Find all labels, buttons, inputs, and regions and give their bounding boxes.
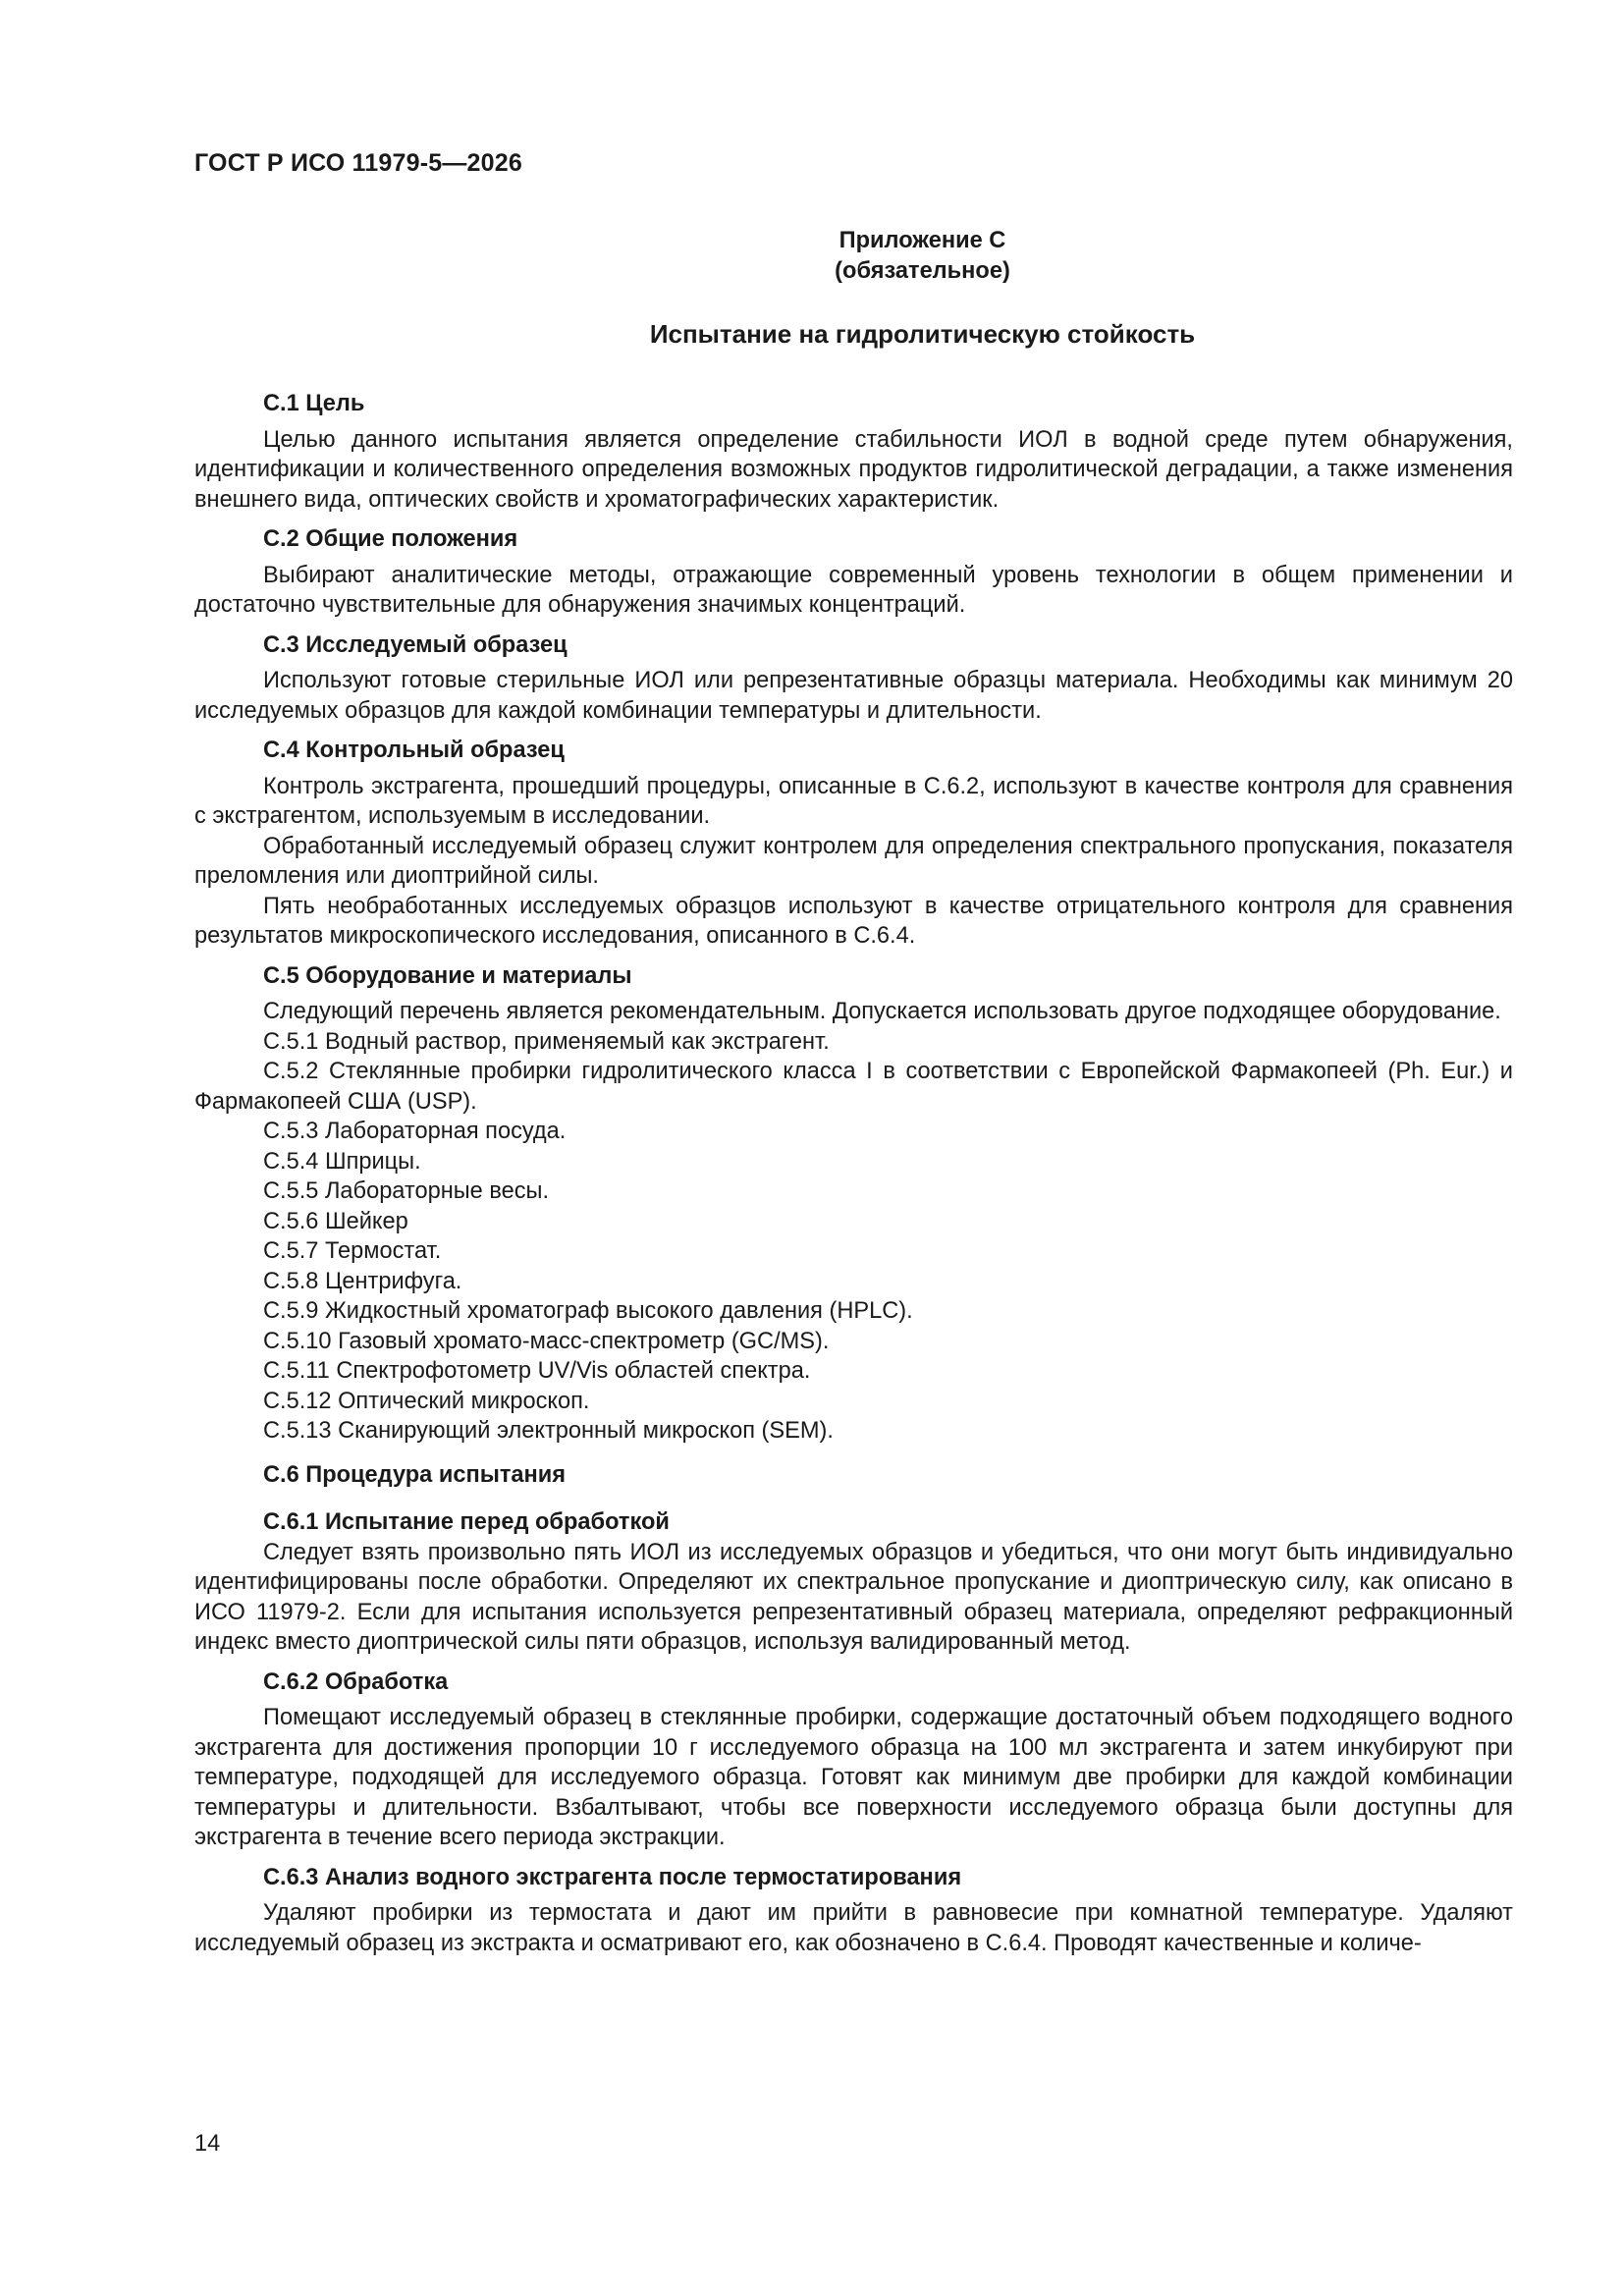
equipment-item: С.5.6 Шейкер: [263, 1208, 408, 1234]
heading-c6-1: С.6.1 Испытание перед обработкой: [263, 1509, 670, 1535]
appendix-header: [332, 226, 1513, 287]
heading-c5: С.5 Оборудование и материалы: [263, 962, 632, 989]
heading-c4: С.4 Контрольный образец: [263, 738, 565, 763]
paragraph-c4-1: Контроль экстрагента, прошедший процедуры, описанные в С.6.2, используют в качестве контроля для сравнения с экстрагентом, используемым в исследовании.: [194, 773, 1513, 829]
paragraph-c6-2: Помещают исследуемый образец в стеклянные пробирки, содержащие достаточный объем подходящего водного экстрагента для достижения пропорции 10 г исследуемого образца на 100 мл экстрагента и затем инкубируют при температуре, подходящей для исследуемого образца. Готовят как минимум две пробирки для каждой комбинации температуры и длительности. Взбалтывают, чтобы все поверхности исследуемого образца были доступны для экстрагента в течение всего периода экстракции.: [194, 1705, 1513, 1850]
heading-c6-2: С.6.2 Обработка: [263, 1668, 449, 1695]
equipment-item: С.5.7 Термостат.: [263, 1238, 442, 1264]
paragraph-c6-3: Удаляют пробирки из термостата и дают им прийти в равновесие при комнатной температуре. Удаляют исследуемый образец из экстракта и осматривают его, как обозначено в С.6.4. Проводят качественные и количе-: [194, 1900, 1513, 1956]
page-number: 14: [194, 2131, 221, 2157]
equipment-item: С.5.9 Жидкостный хроматограф высокого давления (HPLC).: [263, 1298, 913, 1324]
appendix-title: Приложение С: [839, 228, 1006, 253]
equipment-item: С.5.8 Центрифуга.: [263, 1268, 462, 1294]
paragraph-c4-2: Обработанный исследуемый образец служит контролем для определения спектрального пропускания, показателя преломления или диоптрийной силы.: [194, 833, 1513, 889]
heading-c1: С.1 Цель: [263, 391, 365, 416]
equipment-item: С.5.13 Сканирующий электронный микроскоп (SEM).: [263, 1418, 834, 1444]
heading-c6: С.6 Процедура испытания: [263, 1461, 567, 1488]
paragraph-c1: Целью данного испытания является определение стабильности ИОЛ в водной среде путем обнаружения, идентификации и количественного определения возможных продуктов гидролитической деградации, а также изменения внешнего вида, оптических свойств и хроматографических характеристик.: [194, 426, 1513, 513]
heading-c3: С.3 Исследуемый образец: [263, 631, 568, 658]
paragraph-c4-3: Пять необработанных исследуемых образцов используют в качестве отрицательного контроля для сравнения результатов микроскопического исследования, описанного в С.6.4.: [194, 893, 1513, 949]
section-title: Испытание на гидролитическую стойкость: [649, 319, 1196, 349]
paragraph-c5: Следующий перечень является рекомендательным. Допускается использовать другое подходящее оборудование.: [263, 999, 1501, 1024]
equipment-item: С.5.1 Водный раствор, применяемый как экстрагент.: [263, 1028, 830, 1055]
heading-c2: С.2 Общие положения: [263, 526, 518, 552]
equipment-item: С.5.3 Лабораторная посуда.: [263, 1119, 567, 1144]
page-content: [194, 226, 1513, 1958]
paragraph-c3: Используют готовые стерильные ИОЛ или репрезентативные образцы материала. Необходимы как минимум 20 исследуемых образцов для каждой комбинации температуры и длительности.: [194, 668, 1513, 724]
equipment-item: С.5.10 Газовый хромато-масс-спектрометр (GC/MS).: [263, 1328, 830, 1354]
document-code: ГОСТ Р ИСО 11979-5—2026: [194, 149, 522, 177]
equipment-item: С.5.5 Лабораторные весы.: [263, 1178, 550, 1204]
paragraph-c2: Выбирают аналитические методы, отражающие современный уровень технологии в общем применении и достаточно чувствительные для обнаружения значимых концентраций.: [194, 562, 1513, 618]
equipment-item: С.5.11 Спектрофотометр UV/Vis областей спектра.: [263, 1358, 811, 1384]
equipment-item: С.5.12 Оптический микроскоп.: [263, 1388, 590, 1414]
equipment-item: С.5.4 Шприцы.: [263, 1148, 421, 1175]
appendix-status: (обязательное): [835, 258, 1010, 284]
heading-c6-3: С.6.3 Анализ водного экстрагента после термостатирования: [263, 1864, 962, 1890]
equipment-item: С.5.2 Стеклянные пробирки гидролитического класса I в соответствии с Европейской Фармакопеей (Ph. Eur.) и Фармакопеей США (USP).: [194, 1059, 1513, 1115]
paragraph-c6-1: Следует взять произвольно пять ИОЛ из исследуемых образцов и убедиться, что они могут быть индивидуально идентифицированы после обработки. Определяют их спектральное пропускание и диоптрическую силу, как описано в ИСО 11979-2. Если для испытания используется репрезентативный образец материала, определяют рефракционный индекс вместо диоптрической силы пяти образцов, используя валидированный метод.: [194, 1539, 1513, 1655]
